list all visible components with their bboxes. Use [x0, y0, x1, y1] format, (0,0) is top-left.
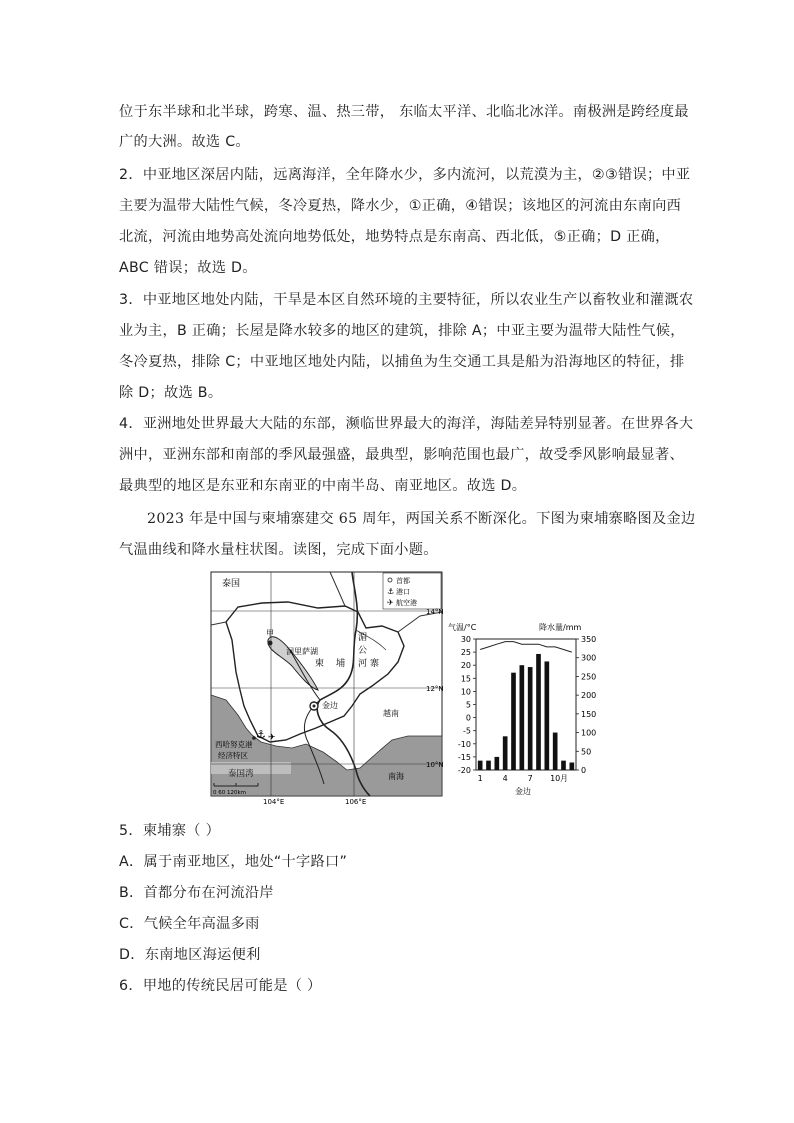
- legend-port: 港口: [396, 588, 410, 596]
- left-tick-label: 15: [460, 674, 471, 684]
- label-sez-2: 经济特区: [218, 751, 248, 760]
- station-label: 金边: [515, 787, 531, 796]
- left-axis-title: 气温/°C: [448, 623, 477, 632]
- right-tick-label: 200: [581, 691, 597, 701]
- cambodia-map: [211, 572, 444, 806]
- label-phnom-penh: 金边: [322, 701, 338, 710]
- paragraph-line: 位于东半球和北半球，跨寒、温、热三带， 东临太平洋、北临北冰洋。南极洲是跨经度最: [119, 104, 689, 120]
- paragraph-line: 北流，河流由地势高处流向地势低处，地势特点是东南高、西北低，⑤正确；D 正确，: [119, 229, 670, 245]
- precipitation-bar: [478, 761, 483, 770]
- paragraph-line: 业为主，B 正确；长屋是降水较多的地区的建筑，排除 A；中亚主要为温带大陆性气候，: [119, 323, 685, 339]
- right-tick-label: 250: [581, 672, 597, 682]
- precipitation-bar: [561, 761, 566, 770]
- anchor-icon: ⚓: [387, 587, 395, 596]
- paragraph-line: 洲中，亚洲东部和南部的季风最强盛，最典型，影响范围也最广，故受季风影响最显著、: [119, 447, 685, 463]
- label-cambodia-3: 寨: [370, 659, 380, 669]
- left-tick-label: -20: [457, 766, 471, 775]
- paragraph-line: 除 D；故选 B。: [119, 385, 223, 401]
- temperature-curve: [480, 642, 572, 653]
- precipitation-bar: [528, 667, 533, 770]
- right-tick-label: 350: [581, 635, 597, 644]
- jia-marker: [268, 641, 273, 646]
- label-14n: 14°N: [426, 608, 444, 616]
- intro-line: 气温曲线和降水量柱状图。读图，完成下面小题。: [119, 542, 438, 558]
- left-tick-label: -5: [463, 726, 471, 736]
- right-tick-label: 0: [581, 766, 587, 775]
- left-tick-label: 20: [460, 661, 471, 671]
- right-tick-label: 100: [581, 728, 597, 738]
- label-10n: 10°N: [426, 761, 444, 769]
- precipitation-bar: [570, 763, 575, 770]
- paragraph-line: 3．中亚地区地处内陆，干旱是本区自然环境的主要特征，所以农业生产以畜牧业和灌溉农: [119, 292, 694, 308]
- precipitation-bar: [495, 757, 500, 770]
- left-tick-label: 0: [465, 713, 471, 723]
- label-mekong-2: 公: [358, 646, 368, 656]
- option-a[interactable]: A．属于南亚地区，地处“十字路口”: [119, 854, 348, 870]
- left-tick-label: 30: [460, 635, 471, 644]
- airplane-icon: ✈: [387, 598, 394, 607]
- paragraph-line: 4．亚洲地处世界最大大陆的东部，濒临世界最大的海洋，海陆差异特别显著。在世界各大: [119, 416, 694, 432]
- label-12n: 12°N: [426, 685, 444, 693]
- intro-line: 2023 年是中国与柬埔寨建交 65 周年，两国关系不断深化。下图为柬埔寨略图及金边: [147, 511, 696, 527]
- left-tick-label: -15: [457, 752, 471, 762]
- option-d[interactable]: D．东南地区海运便利: [119, 947, 261, 963]
- label-cambodia-2: 埔: [336, 659, 346, 669]
- paragraph-line: 主要为温带大陆性气候，冬冷夏热，降水少，①正确，④错误；该地区的河流由东南向西: [119, 198, 682, 214]
- right-tick-label: 300: [581, 653, 597, 663]
- x-tick-label: 1: [477, 774, 483, 783]
- label-mekong-3: 河: [358, 659, 368, 669]
- option-c[interactable]: C．气候全年高温多雨: [119, 916, 260, 932]
- right-axis-title: 降水量/mm: [539, 623, 582, 632]
- label-gulf: 泰国湾: [228, 769, 254, 779]
- left-tick-label: -10: [457, 739, 471, 749]
- paragraph-line: 冬冷夏热，排除 C；中亚地区地处内陆，以捕鱼为生交通工具是船为沿海地区的特征，排: [119, 354, 685, 370]
- paragraph-line: 2．中亚地区深居内陆，远离海洋，全年降水少，多内流河，以荒漠为主，②③错误；中亚: [119, 167, 691, 183]
- label-thailand: 泰国: [222, 579, 241, 589]
- left-tick-label: 25: [460, 648, 471, 658]
- paragraph-line: ABC 错误；故选 D。: [119, 260, 257, 276]
- plot-frame: [476, 639, 576, 770]
- paragraph-line: 最典型的地区是东亚和东南亚的中南半岛、南亚地区。故选 D。: [119, 478, 527, 494]
- label-sez-1: 西哈努克港: [215, 740, 253, 749]
- paragraph-line: 广的大洲。故选 C。: [119, 134, 250, 150]
- right-tick-label: 150: [581, 709, 597, 719]
- x-tick-label: 4: [502, 774, 508, 783]
- option-b[interactable]: B．首都分布在河流沿岸: [119, 885, 274, 901]
- x-unit-label: 月: [560, 774, 568, 783]
- right-tick-label: 50: [581, 747, 592, 757]
- precipitation-bar: [545, 661, 550, 770]
- x-tick-label: 7: [527, 774, 533, 783]
- precipitation-bar: [511, 673, 516, 770]
- left-tick-label: 10: [460, 687, 471, 697]
- left-tick-label: 5: [465, 700, 471, 710]
- label-106e: 106°E: [345, 798, 367, 806]
- port-anchor-icon: ⚓: [256, 728, 266, 741]
- legend-capital: 首都: [396, 577, 410, 585]
- label-mekong-1: 湄: [358, 633, 368, 643]
- question-stem: 5．柬埔寨（ ）: [119, 823, 221, 839]
- legend-airport: 航空港: [396, 599, 417, 607]
- precipitation-bar: [553, 733, 558, 770]
- label-vietnam: 越南: [383, 709, 399, 718]
- x-tick-label: 10: [550, 774, 561, 783]
- precipitation-bar: [520, 665, 525, 770]
- label-tonle-sap: 洞里萨湖: [286, 647, 318, 656]
- precipitation-bar: [486, 761, 491, 770]
- scale-bar-label: 0 60 120km: [213, 790, 247, 796]
- label-jia: 甲: [266, 629, 274, 638]
- label-cambodia-1: 柬: [315, 659, 325, 669]
- label-104e: 104°E: [263, 798, 285, 806]
- climate-chart: [448, 622, 596, 796]
- precipitation-bar: [503, 736, 508, 770]
- port-airplane-icon: ✈: [268, 733, 276, 743]
- label-south-sea: 南海: [388, 772, 404, 781]
- precipitation-bar: [536, 654, 541, 770]
- question-stem: 6．甲地的传统民居可能是（ ）: [119, 978, 322, 994]
